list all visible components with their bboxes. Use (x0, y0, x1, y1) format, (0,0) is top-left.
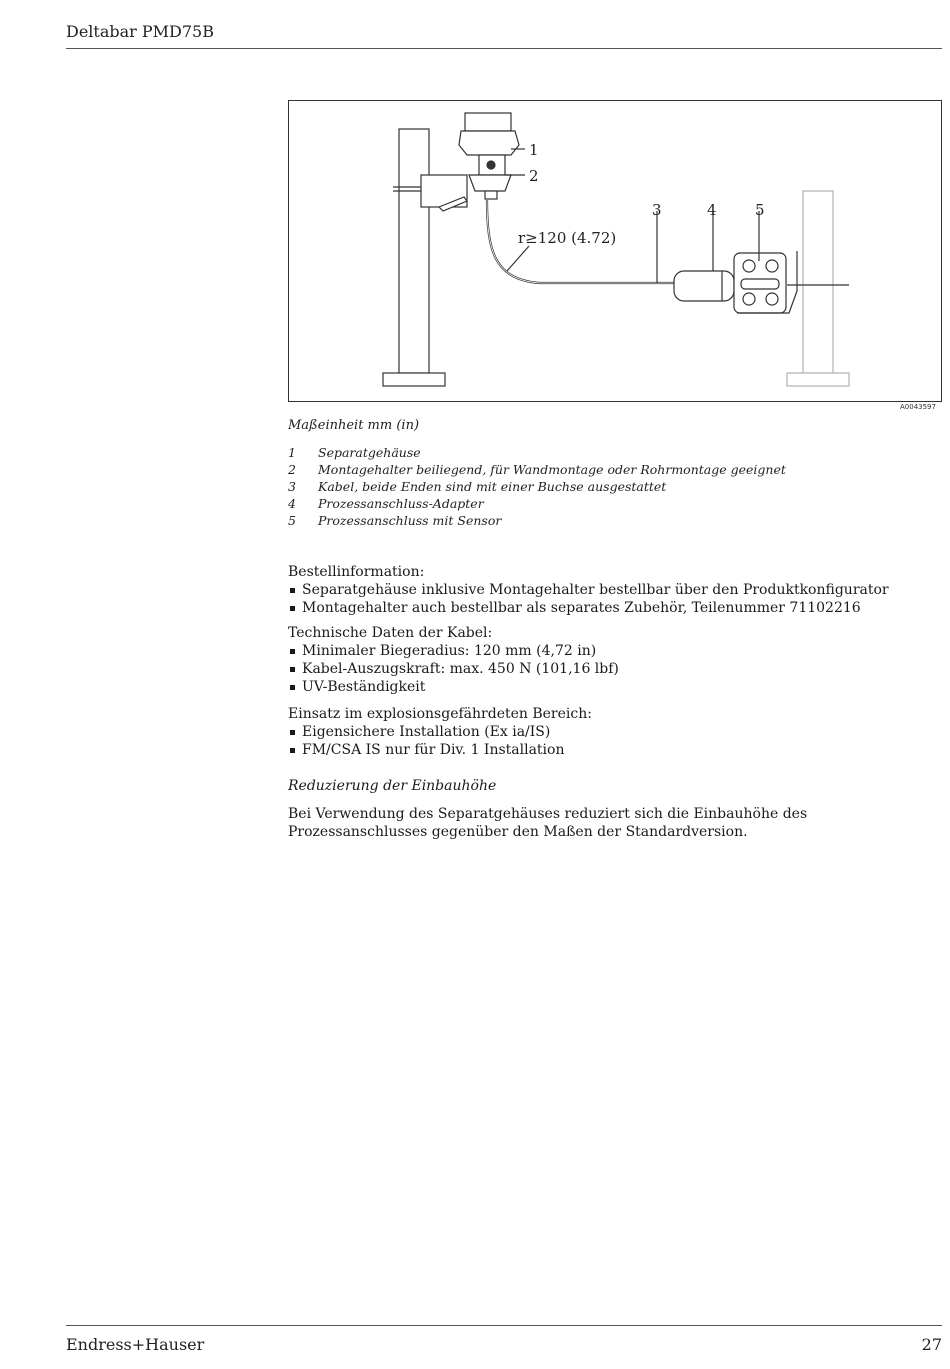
bullet-text: Eigensichere Installation (Ex ia/IS) (302, 724, 551, 740)
bullet-icon (288, 642, 302, 660)
bullet-item (288, 660, 619, 678)
bullet-icon (288, 599, 302, 617)
figure-id: A0043597 (900, 403, 936, 411)
cable-data-section (288, 624, 619, 696)
legend-item (288, 461, 786, 478)
bullet-item (288, 678, 619, 696)
legend-item (288, 512, 786, 529)
bullet-text: UV-Beständigkeit (302, 679, 426, 695)
bullet-icon (288, 581, 302, 599)
legend-text: Prozessanschluss-Adapter (318, 496, 484, 511)
order-info-section (288, 563, 889, 617)
bullet-item (288, 642, 619, 660)
bullet-text: Minimaler Biegeradius: 120 mm (4,72 in) (302, 643, 597, 659)
legend-number: 4 (288, 496, 296, 511)
header-divider (66, 48, 942, 49)
callout-1: 1 (529, 141, 539, 159)
legend-number: 5 (288, 513, 296, 528)
bullet-icon (288, 741, 302, 759)
page-number: 27 (921, 1335, 942, 1354)
installation-figure (288, 100, 942, 402)
installation-drawing (289, 101, 942, 402)
figure-legend (288, 444, 786, 529)
legend-number: 3 (288, 479, 296, 494)
bullet-text: Montagehalter auch bestellbar als separates Zubehör, Teilenummer 71102216 (302, 600, 861, 616)
legend-item (288, 495, 786, 512)
hazardous-area-section (288, 705, 592, 759)
legend-text: Kabel, beide Enden sind mit einer Buchse ausgestattet (318, 479, 667, 494)
page-header-title: Deltabar PMD75B (66, 22, 214, 41)
legend-text: Montagehalter beiliegend, für Wandmontage oder Rohrmontage geeignet (318, 462, 786, 477)
section-subheading: Reduzierung der Einbauhöhe (288, 778, 497, 794)
cable-data-heading: Technische Daten der Kabel: (288, 625, 493, 641)
callout-2: 2 (529, 167, 539, 185)
legend-text: Separatgehäuse (318, 445, 421, 460)
callout-5: 5 (755, 201, 765, 219)
bullet-item (288, 581, 889, 599)
legend-item (288, 478, 786, 495)
bullet-item (288, 741, 592, 759)
bullet-item (288, 723, 592, 741)
bullet-icon (288, 723, 302, 741)
order-info-heading: Bestellinformation: (288, 564, 425, 580)
legend-item (288, 444, 786, 461)
footer-divider (66, 1325, 942, 1326)
bullet-icon (288, 678, 302, 696)
bullet-item (288, 599, 889, 617)
bend-radius-label: r≥120 (4.72) (518, 229, 617, 247)
bullet-text: FM/CSA IS nur für Div. 1 Installation (302, 742, 565, 758)
body-paragraph: Bei Verwendung des Separatgehäuses reduziert sich die Einbauhöhe des Prozessanschlusses gegenüber den Maßen der Standardversion. (288, 806, 808, 840)
legend-number: 1 (288, 445, 296, 460)
callout-3: 3 (652, 201, 662, 219)
callout-4: 4 (707, 201, 717, 219)
legend-text: Prozessanschluss mit Sensor (318, 513, 502, 528)
bullet-icon (288, 660, 302, 678)
bullet-text: Separatgehäuse inklusive Montagehalter bestellbar über den Produktkonfigurator (302, 582, 889, 598)
legend-number: 2 (288, 462, 296, 477)
hazardous-area-heading: Einsatz im explosionsgefährdeten Bereich: (288, 706, 592, 722)
bullet-text: Kabel-Auszugskraft: max. 450 N (101,16 lbf) (302, 661, 619, 677)
footer-brand: Endress+Hauser (66, 1335, 205, 1354)
figure-caption: Maßeinheit mm (in) (288, 418, 420, 433)
